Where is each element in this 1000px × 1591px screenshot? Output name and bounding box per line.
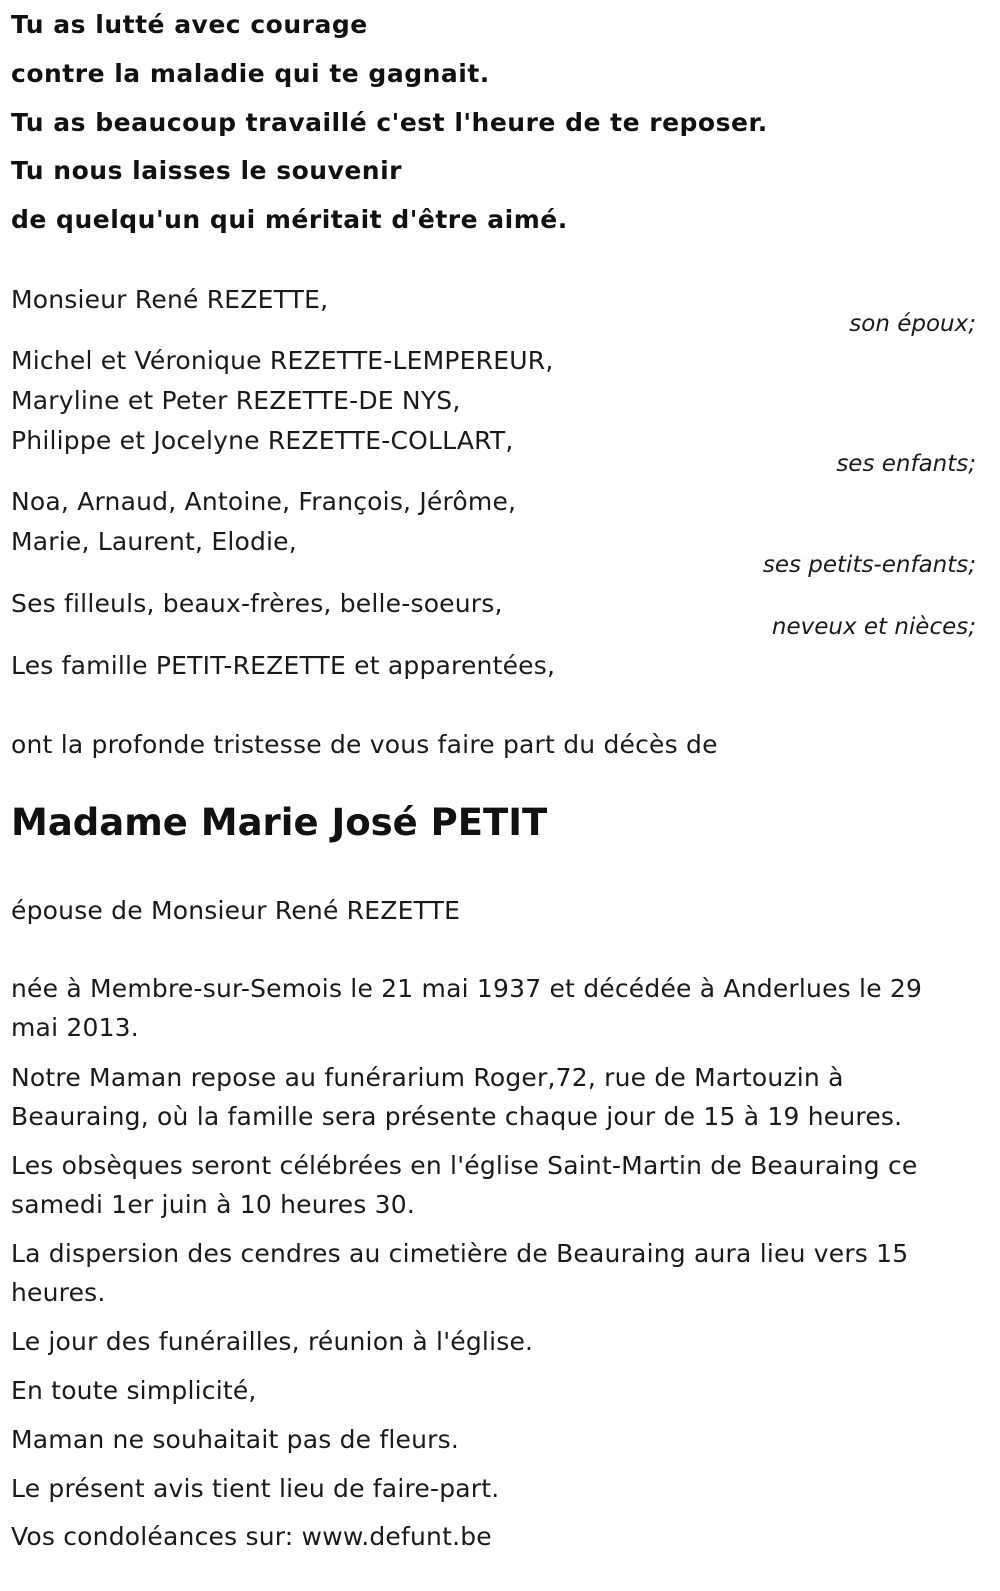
child-name: Maryline et Peter REZETTE-DE NYS, <box>11 386 461 415</box>
birth-death-info: née à Membre-sur-Semois le 21 mai 1937 et décédée à Anderlues le 29 mai 2013. <box>11 974 923 1042</box>
ceremony-info: Les obsèques seront célébrées en l'église Saint-Martin de Beauraing ce samedi 1er juin à 10 heures 30. <box>11 1151 918 1219</box>
reunion-info: Le jour des funérailles, réunion à l'église. <box>11 1327 534 1356</box>
child-name: Philippe et Jocelyne REZETTE-COLLART, <box>11 426 514 455</box>
spouse-role: son époux; <box>849 311 976 337</box>
grandchildren-names: Noa, Arnaud, Antoine, François, Jérôme, <box>11 487 517 516</box>
announcement-text: ont la profonde tristesse de vous faire part du décès de <box>11 730 718 759</box>
families-line: Les famille PETIT-REZETTE et apparentées, <box>11 651 556 680</box>
spouse-name: Monsieur René REZETTE, <box>11 285 329 314</box>
flowers-note: Maman ne souhaitait pas de fleurs. <box>11 1425 459 1454</box>
poem-line: Tu as lutté avec courage <box>11 10 368 39</box>
poem-line: contre la maladie qui te gagnait. <box>11 59 490 88</box>
relatives-line: Ses filleuls, beaux-frères, belle-soeurs, <box>11 589 503 618</box>
poem-line: Tu as beaucoup travaillé c'est l'heure de te reposer. <box>11 108 768 137</box>
children-role: ses enfants; <box>836 451 976 477</box>
poem-line: de quelqu'un qui méritait d'être aimé. <box>11 205 568 234</box>
relatives-role: neveux et nièces; <box>771 614 976 640</box>
funeral-home-info: Notre Maman repose au funérarium Roger,72, rue de Martouzin à Beauraing, où la famille sera présente chaque jour de 15 à 19 heures. <box>11 1063 903 1131</box>
notice-note: Le présent avis tient lieu de faire-part. <box>11 1474 500 1503</box>
simplicity-note: En toute simplicité, <box>11 1376 257 1405</box>
deceased-name: Madame Marie José PETIT <box>11 801 548 844</box>
child-name: Michel et Véronique REZETTE-LEMPEREUR, <box>11 346 554 375</box>
condolences-link: Vos condoléances sur: www.defunt.be <box>11 1522 492 1551</box>
grandchildren-names: Marie, Laurent, Elodie, <box>11 527 297 556</box>
spouse-of-line: épouse de Monsieur René REZETTE <box>11 896 461 925</box>
ashes-info: La dispersion des cendres au cimetière de Beauraing aura lieu vers 15 heures. <box>11 1239 909 1307</box>
poem-line: Tu nous laisses le souvenir <box>11 156 403 185</box>
grandchildren-role: ses petits-enfants; <box>762 552 976 578</box>
